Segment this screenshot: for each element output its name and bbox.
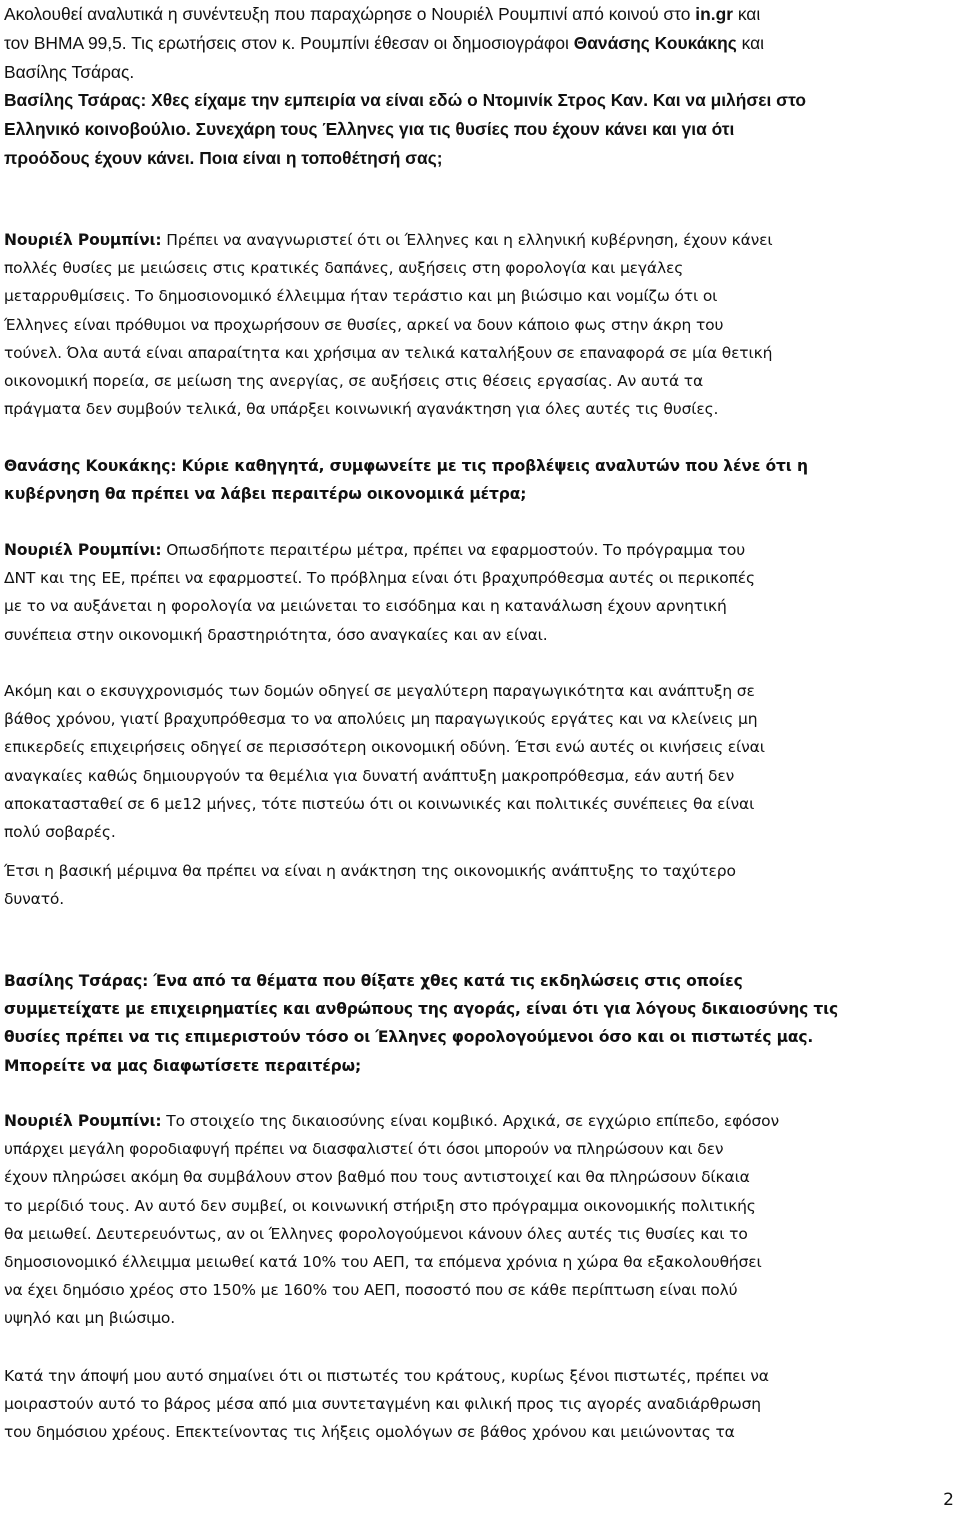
paragraph-4: [4, 857, 956, 913]
paragraph-line: δυνατό.: [4, 890, 65, 909]
answer-text: Το στοιχείο της δικαιοσύνης είναι κομβικό. Αρχικά, σε εγχώριο επίπεδο, εφόσον: [161, 1112, 779, 1130]
answer-line: οικονομική πορεία, σε μείωση της ανεργίας, σε αυξήσεις στις θέσεις εργασίας. Αν αυτά τα: [4, 372, 704, 391]
paragraph-line: βάθος χρόνου, γιατί βραχυπρόθεσμα το να απολύεις μη παραγωγικούς εργάτες και να κλείνεις μη: [4, 710, 758, 729]
speaker-name: Νουριέλ Ρουμπίνι:: [4, 231, 162, 249]
answer-2: [4, 536, 956, 649]
question-line: [4, 452, 956, 480]
answer-line: [4, 1107, 956, 1135]
intro-text: και: [736, 33, 764, 53]
answer-line: [4, 226, 956, 254]
question-line: [4, 967, 956, 995]
paragraph-line: Έτσι η βασική μέριμνα θα πρέπει να είναι η ανάκτηση της οικονομικής ανάπτυξης το ταχύτερο: [4, 862, 736, 880]
answer-line: υπάρχει μεγάλη φοροδιαφυγή πρέπει να διασφαλιστεί ότι όσοι μπορούν να πληρώσουν και δεν: [4, 1140, 724, 1159]
paragraph-line: Ακόμη και ο εκσυγχρονισμός των δομών οδηγεί σε μεγαλύτερη παραγωγικότητα και ανάπτυξη σε: [4, 682, 755, 700]
paragraph-line: αποκατασταθεί σε 6 με12 μήνες, τότε πιστεύω ότι οι κοινωνικές και πολιτικές συνέπειες θα είναι: [4, 794, 755, 813]
answer-line: [4, 536, 956, 564]
page-number: 2: [943, 1490, 954, 1510]
paragraph-line: του δημόσιου χρέους. Επεκτείνοντας τις λήξεις ομολόγων σε βάθος χρόνου και μειώνοντας τα: [4, 1423, 735, 1442]
answer-3: [4, 1107, 956, 1333]
question-line: Βασίλης Τσάρας: Χθες είχαμε την εμπειρία να είναι εδώ ο Ντομινίκ Στρος Καν. Και να μιλήσει στο: [4, 90, 806, 110]
paragraph-line: επικερδείς επιχειρήσεις οδηγεί σε περισσότερη οικονομική οδύνη. Έτσι ενώ αυτές οι κινήσεις είναι: [4, 738, 765, 757]
speaker-name: Βασίλης Τσάρας:: [4, 972, 149, 990]
question-2: [4, 452, 956, 508]
paragraph-line: αναγκαίες καθώς δημιουργούν τα θεμέλια για δυνατή ανάπτυξη μακροπρόθεσμα, εάν αυτή δεν: [4, 766, 735, 785]
answer-line: το μερίδιό τους. Αν αυτό δεν συμβεί, οι κοινωνική στήριξη στο πρόγραμμα οικονομικής πολιτικής: [4, 1196, 756, 1215]
intro-line: [4, 29, 952, 58]
question-line: συμμετείχατε με επιχειρηματίες και ανθρώπους της αγοράς, είναι ότι για λόγους δικαιοσύνης τις: [4, 1000, 839, 1019]
answer-1: [4, 226, 956, 423]
answer-line: με το να αυξάνεται η φορολογία να μειώνεται το εισόδημα και η κατανάλωση έχουν αρνητική: [4, 597, 727, 616]
paragraph-line: Κατά την άποψή μου αυτό σημαίνει ότι οι πιστωτές του κράτους, κυρίως ξένοι πιστωτές, πρέπει να: [4, 1367, 769, 1385]
question-line: Ελληνικό κοινοβούλιο. Συνεχάρη τους Έλληνες για τις θυσίες που έχουν κάνει και για ότι: [4, 119, 735, 139]
intro-text: τον ΒΗΜΑ 99,5. Τις ερωτήσεις στον κ. Ρουμπίνι έθεσαν οι δημοσιογράφοι: [4, 33, 574, 53]
question-line: Μπορείτε να μας διαφωτίσετε περαιτέρω;: [4, 1056, 361, 1075]
source-name: in.gr: [695, 4, 733, 24]
answer-line: ΔΝΤ και της ΕΕ, πρέπει να εφαρμοστεί. Το πρόβλημα είναι ότι βραχυπρόθεσμα αυτές οι περικοπές: [4, 569, 755, 588]
question-3: [4, 967, 956, 1080]
speaker-name: Θανάσης Κουκάκης:: [4, 457, 177, 475]
question-line: προόδους έχουν κάνει. Ποια είναι η τοποθέτησή σας;: [4, 148, 443, 168]
speaker-name: Νουριέλ Ρουμπίνι:: [4, 1112, 162, 1130]
question-text: Ένα από τα θέματα που θίξατε χθες κατά τις εκδηλώσεις στις οποίες: [148, 972, 743, 990]
intro-text: και: [732, 4, 761, 24]
paragraph-5: [4, 1362, 956, 1447]
answer-line: πράγματα δεν συμβούν τελικά, θα υπάρξει κοινωνική αγανάκτηση για όλες αυτές τις θυσίες.: [4, 400, 719, 419]
journalist-name: Θανάσης Κουκάκης: [573, 33, 737, 53]
intro-paragraph: [4, 0, 952, 87]
answer-line: να έχει δημόσιο χρέος στο 150% με 160% του ΑΕΠ, ποσοστό που σε κάθε περίπτωση είναι πολύ: [4, 1281, 738, 1300]
answer-text: Οπωσδήποτε περαιτέρω μέτρα, πρέπει να εφαρμοστούν. Το πρόγραμμα του: [161, 541, 746, 559]
answer-line: συνέπεια στην οικονομική δραστηριότητα, όσο αναγκαίες και αν είναι.: [4, 625, 548, 644]
intro-line: Βασίλης Τσάρας.: [4, 62, 135, 82]
question-line: θυσίες πρέπει να τις επιμεριστούν τόσο οι Έλληνες φορολογούμενοι όσο και οι πιστωτές μας.: [4, 1028, 814, 1047]
answer-line: πολλές θυσίες με μειώσεις στις κρατικές δαπάνες, αυξήσεις στη φορολογία και μεγάλες: [4, 259, 684, 278]
answer-line: τούνελ. Όλα αυτά είναι απαραίτητα και χρήσιμα αν τελικά καταλήξουν σε επαναφορά σε μία θετική: [4, 343, 773, 362]
paragraph-line: μοιραστούν αυτό το βάρος μέσα από μια συντεταγμένη και φιλική προς τις αγορές αναδιάρθρωση: [4, 1395, 761, 1414]
answer-line: έχουν πληρώσει ακόμη θα συμβάλουν στον βαθμό που τους αντιστοιχεί και θα πληρώσουν δίκαια: [4, 1168, 750, 1187]
question-1: [4, 86, 956, 173]
answer-line: Έλληνες είναι πρόθυμοι να προχωρήσουν σε θυσίες, αρκεί να δουν κάποιο φως στην άκρη του: [4, 315, 724, 334]
question-line: κυβέρνηση θα πρέπει να λάβει περαιτέρω οικονομικά μέτρα;: [4, 485, 527, 504]
speaker-name: Νουριέλ Ρουμπίνι:: [4, 541, 162, 559]
paragraph-3: [4, 677, 956, 846]
answer-line: υψηλό και μη βιώσιμο.: [4, 1309, 176, 1328]
answer-line: μεταρρυθμίσεις. Το δημοσιονομικό έλλειμμα ήταν τεράστιο και μη βιώσιμο και νομίζω ότι οι: [4, 287, 718, 306]
answer-line: δημοσιονομικό έλλειμμα μειωθεί κατά 10% του ΑΕΠ, τα επόμενα χρόνια η χώρα θα εξακολουθήσει: [4, 1253, 762, 1272]
intro-line: [4, 0, 952, 29]
answer-line: θα μειωθεί. Δευτερευόντως, αν οι Έλληνες φορολογούμενοι κάνουν όλες αυτές τις θυσίες και το: [4, 1224, 748, 1243]
intro-text: Ακολουθεί αναλυτικά η συνέντευξη που παραχώρησε ο Νουριέλ Ρουμπινί από κοινού στο: [4, 4, 696, 24]
paragraph-line: πολύ σοβαρές.: [4, 823, 116, 842]
question-text: Κύριε καθηγητά, συμφωνείτε με τις προβλέψεις αναλυτών που λένε ότι η: [176, 457, 808, 475]
answer-text: Πρέπει να αναγνωριστεί ότι οι Έλληνες και η ελληνική κυβέρνηση, έχουν κάνει: [161, 231, 773, 249]
